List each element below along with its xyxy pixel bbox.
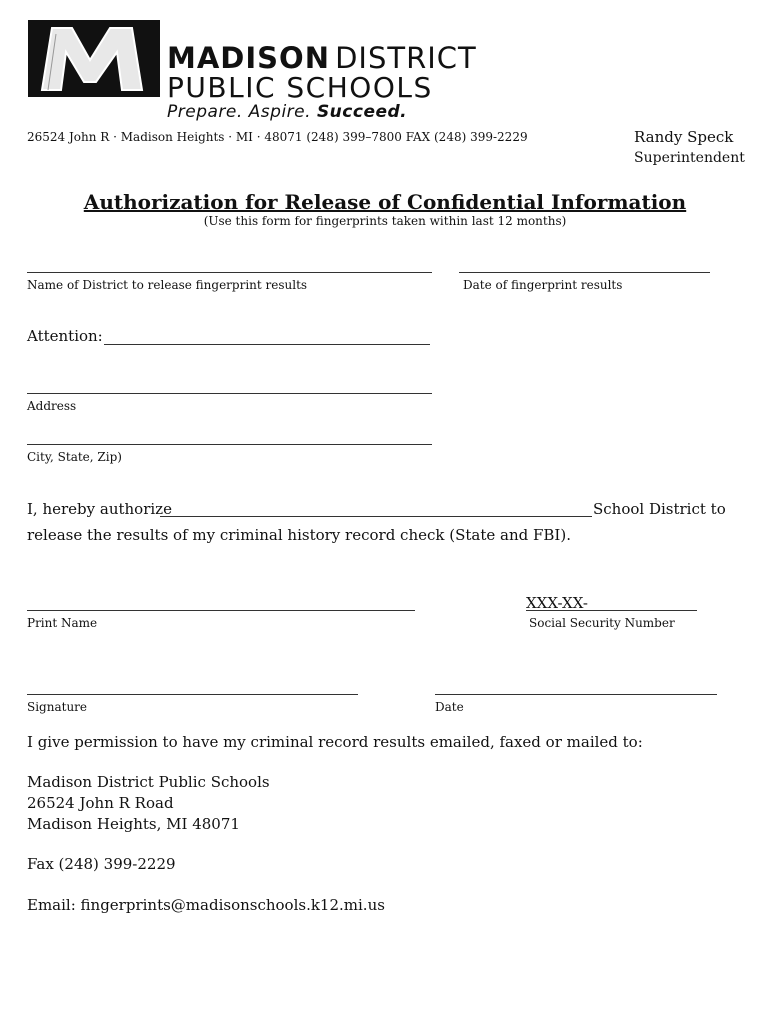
ssn-prefill: XXX-XX- (526, 594, 588, 612)
permission-text: I give permission to have my criminal record results emailed, faxed or mailed to: (27, 733, 643, 751)
mailing-name: Madison District Public Schools (27, 773, 270, 791)
fax-number: Fax (248) 399-2229 (27, 855, 176, 873)
authorize-suffix: School District to (593, 500, 726, 518)
signature-field[interactable] (27, 694, 358, 695)
tagline-part2: Succeed. (316, 102, 408, 122)
address-field[interactable] (27, 393, 432, 394)
district-address: 26524 John R · Madison Heights · MI · 48071 (248) 399–7800 FAX (248) 399-2229 (27, 130, 528, 144)
district-logo-mark (28, 20, 160, 97)
attention-label: Attention: (27, 327, 103, 345)
form-title: Authorization for Release of Confidential Information (83, 190, 687, 214)
ssn-field[interactable] (526, 610, 697, 611)
mailing-city: Madison Heights, MI 48071 (27, 815, 240, 833)
signature-date-label: Date (435, 700, 464, 714)
authorize-prefix: I, hereby authorize (27, 500, 172, 518)
superintendent-title: Superintendent (634, 150, 745, 166)
mailing-street: 26524 John R Road (27, 794, 174, 812)
district-name-rest: DISTRICT (335, 41, 477, 75)
district-field-label: Name of District to release fingerprint results (27, 278, 308, 292)
superintendent-name: Randy Speck (634, 128, 734, 146)
district-name-field[interactable] (27, 272, 432, 273)
tagline-part1: Prepare. Aspire. (167, 102, 312, 122)
city-state-zip-label: City, State, Zip) (27, 450, 122, 464)
district-tagline (167, 104, 407, 121)
form-subtitle: (Use this form for fingerprints taken within last 12 months) (203, 214, 567, 228)
email-address: Email: fingerprints@madisonschools.k12.mi.us (27, 896, 385, 914)
authorized-school-district-field[interactable] (160, 516, 592, 517)
district-name-line2: PUBLIC SCHOOLS (167, 71, 433, 104)
address-label: Address (27, 399, 77, 413)
ssn-label: Social Security Number (529, 616, 675, 630)
date-results-label: Date of fingerprint results (463, 278, 623, 292)
print-name-field[interactable] (27, 610, 415, 611)
date-results-field[interactable] (459, 272, 710, 273)
city-state-zip-field[interactable] (27, 444, 432, 445)
authorize-line2: release the results of my criminal history record check (State and FBI). (27, 526, 571, 544)
signature-label: Signature (27, 700, 88, 714)
signature-date-field[interactable] (435, 694, 717, 695)
attention-field[interactable] (104, 344, 430, 345)
district-name-bold: MADISON (167, 41, 330, 75)
print-name-label: Print Name (27, 616, 98, 630)
district-name (167, 41, 477, 75)
